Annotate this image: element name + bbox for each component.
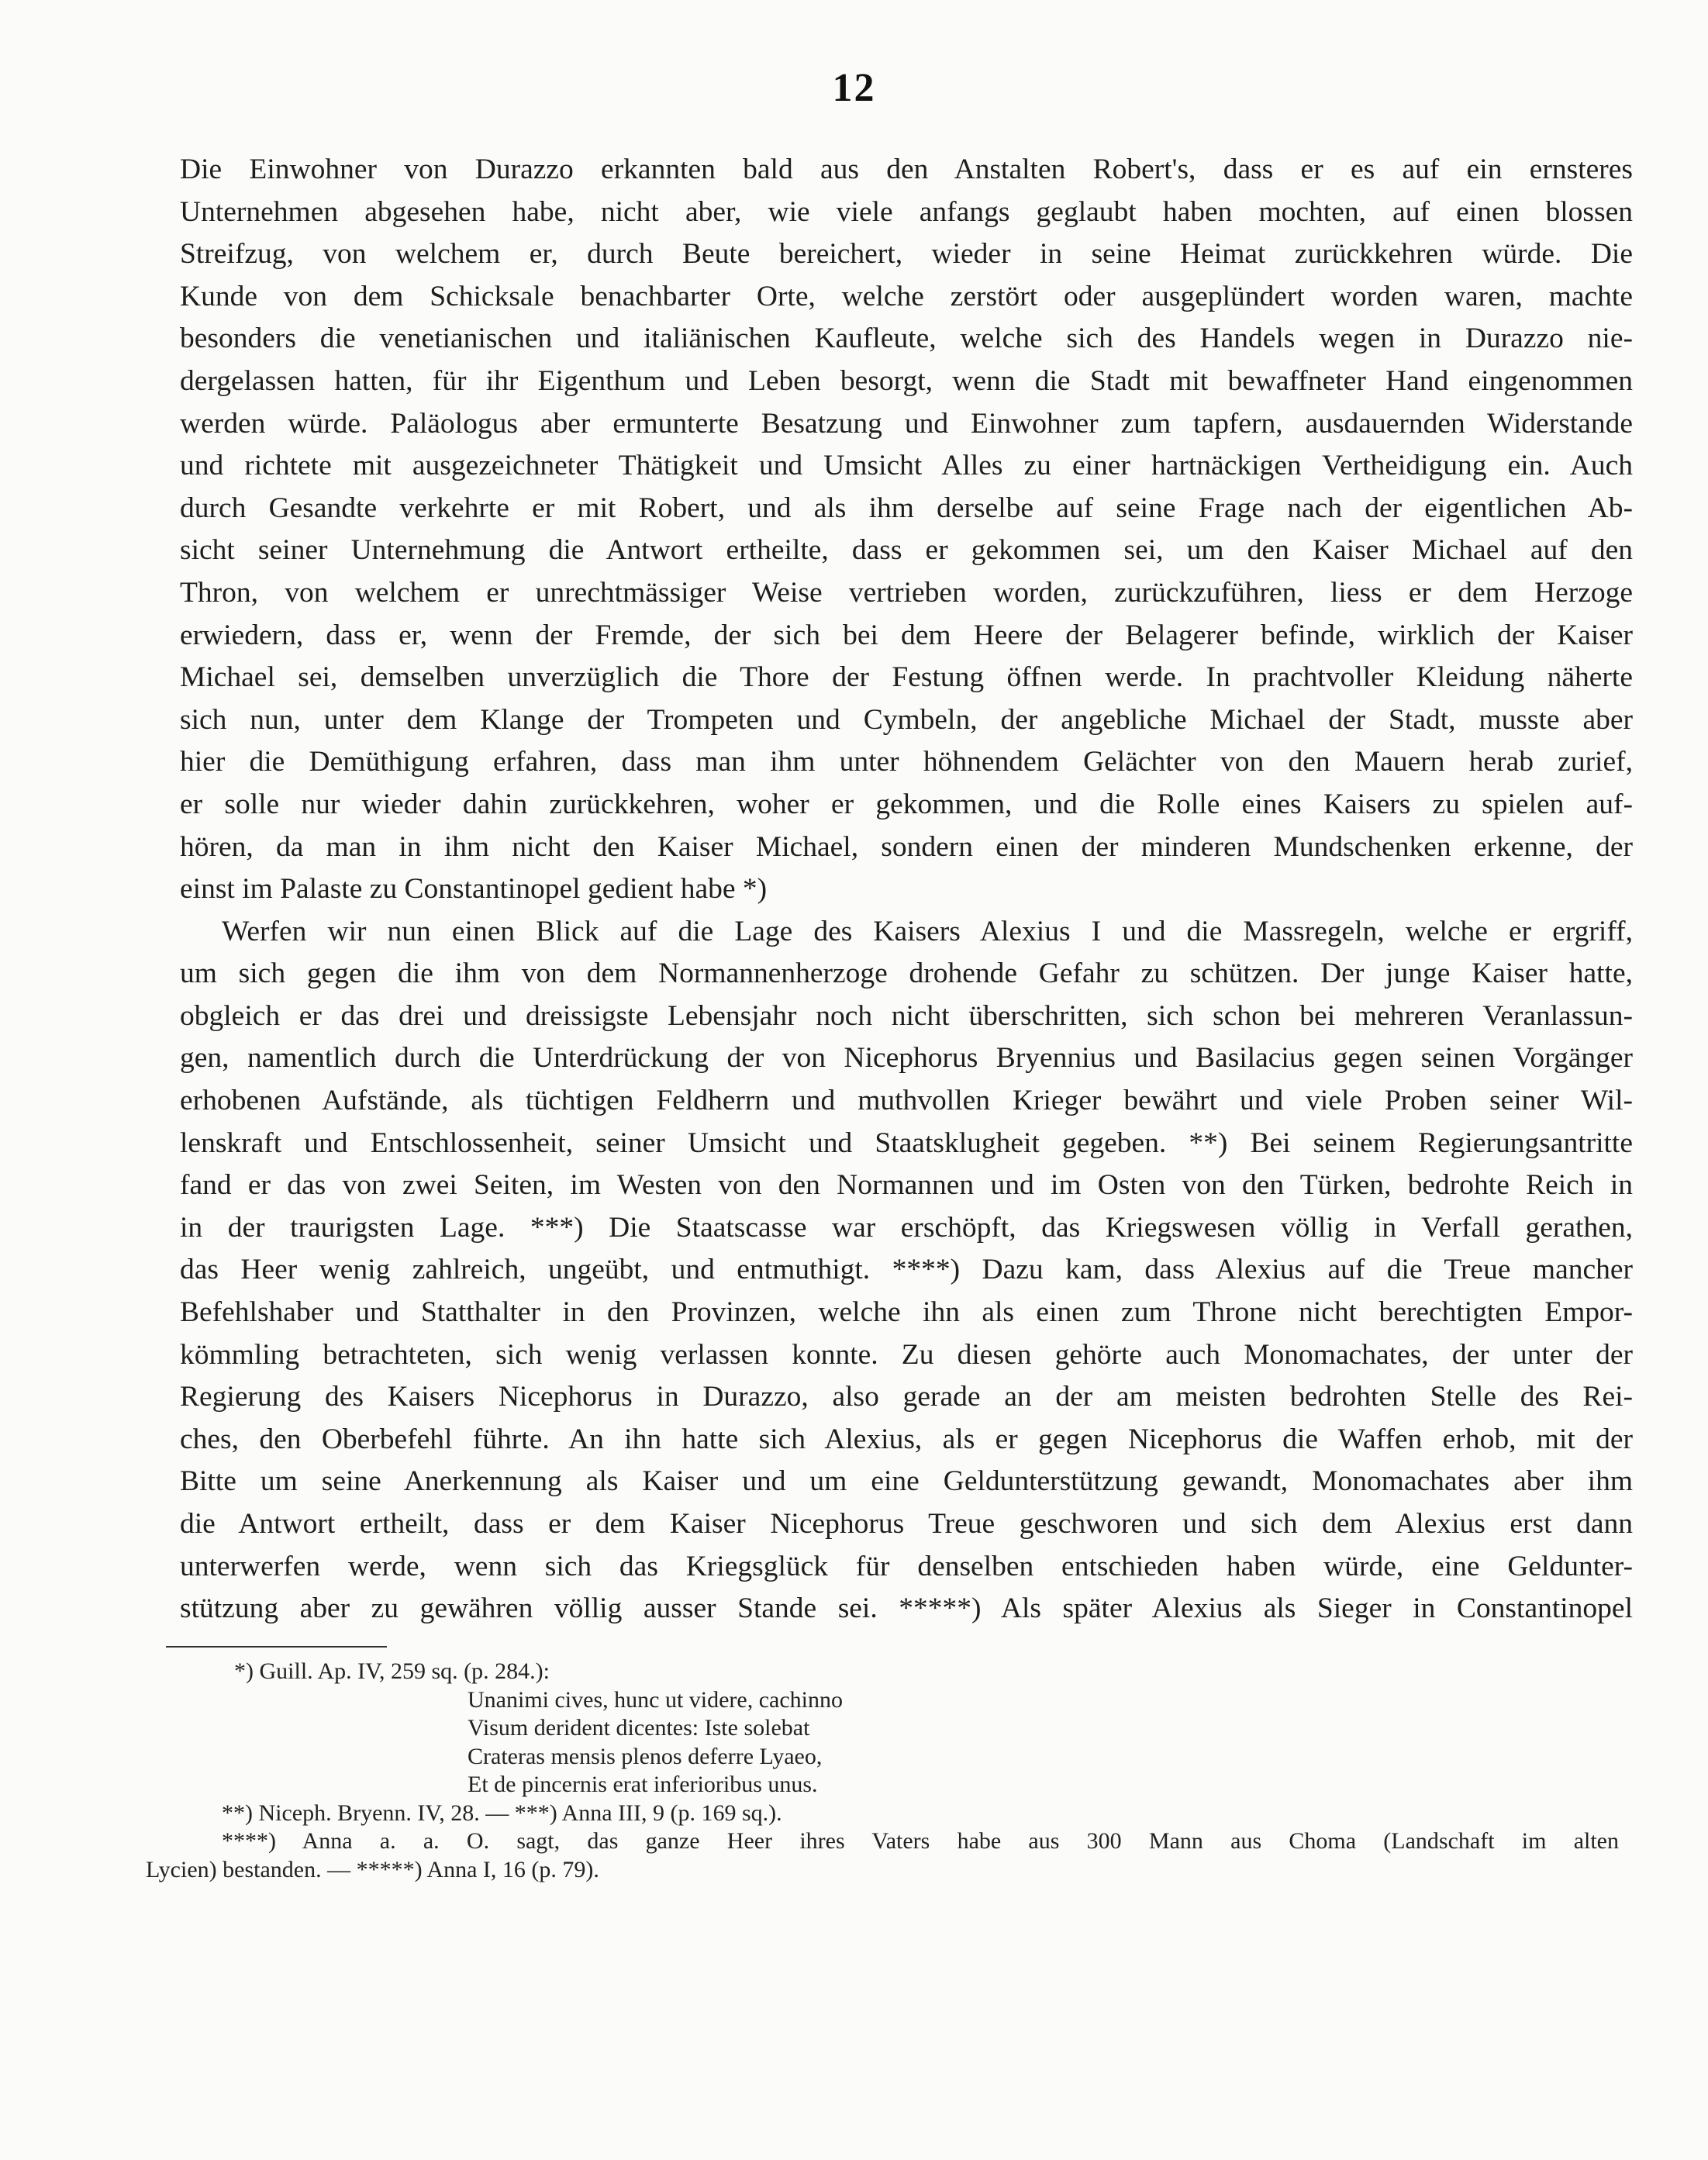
text-line: Befehlshaber und Statthalter in den Provinzen, welche ihn als einen zum Throne nicht berechtigten Empor- <box>180 1296 1633 1329</box>
text-line: besonders die venetianischen und italiänischen Kaufleute, welche sich des Handels wegen in Durazzo nie- <box>180 323 1633 355</box>
text-line: in der traurigsten Lage. ***) Die Staatscasse war erschöpft, das Kriegswesen völlig in Verfall gerathen, <box>180 1211 1633 1244</box>
text-line: sich nun, unter dem Klange der Trompeten und Cymbeln, der angebliche Michael der Stadt, musste aber <box>180 703 1633 736</box>
text-line: lenskraft und Entschlossenheit, seiner Umsicht und Staatsklugheit gegeben. **) Bei seinem Regierungsantritte <box>180 1127 1633 1159</box>
main-text-block <box>180 149 1633 1630</box>
text-line: um sich gegen die ihm von dem Normannenherzoge drohende Gefahr zu schützen. Der junge Kaiser hatte, <box>180 958 1633 990</box>
text-line: unterwerfen werde, wenn sich das Kriegsglück für denselben entschieden haben würde, eine Geldunter- <box>180 1550 1633 1582</box>
text-line: Michael sei, demselben unverzüglich die Thore der Festung öffnen werde. In prachtvoller Kleidung näherte <box>180 661 1633 694</box>
footnote-line: *) Guill. Ap. IV, 259 sq. (p. 284.): <box>234 1658 550 1684</box>
footnote-verse-line: Visum derident dicentes: Iste solebat <box>468 1715 810 1741</box>
text-line: und richtete mit ausgezeichneter Thätigkeit und Umsicht Alles zu einer hartnäckigen Vertheidigung ein. Auch <box>180 450 1633 482</box>
footnote-verse-line: Et de pincernis erat inferioribus unus. <box>468 1772 818 1797</box>
footnote-line: Lycien) bestanden. — *****) Anna I, 16 (p. 79). <box>146 1856 599 1882</box>
text-line: hier die Demüthigung erfahren, dass man ihm unter höhnendem Gelächter von den Mauern herab zurief, <box>180 746 1633 778</box>
text-line: erwiedern, dass er, wenn der Fremde, der sich bei dem Heere der Belagerer befinde, wirklich der Kaiser <box>180 619 1633 651</box>
footnote-divider <box>166 1646 387 1648</box>
text-line: sicht seiner Unternehmung die Antwort ertheilte, dass er gekommen sei, um den Kaiser Michael auf den <box>180 534 1633 567</box>
text-line: ches, den Oberbefehl führte. An ihn hatte sich Alexius, als er gegen Nicephorus die Waffen erhob, mit der <box>180 1423 1633 1455</box>
text-line: erhobenen Aufstände, als tüchtigen Feldherrn und muthvollen Krieger bewährt und viele Proben seiner Wil- <box>180 1085 1633 1117</box>
text-line: er solle nur wieder dahin zurückkehren, woher er gekommen, und die Rolle eines Kaisers zu spielen auf- <box>180 788 1633 820</box>
page-number: 12 <box>832 66 876 110</box>
footnote-verse-line: Crateras mensis plenos deferre Lyaeo, <box>468 1743 823 1769</box>
text-line: kömmling betrachteten, sich wenig verlassen konnte. Zu diesen gehörte auch Monomachates, der unter der <box>180 1338 1633 1371</box>
text-line: fand er das von zwei Seiten, im Westen von den Normannen und im Osten von den Türken, bedrohte Reich in <box>180 1169 1633 1202</box>
text-line: obgleich er das drei und dreissigste Lebensjahr noch nicht überschritten, sich schon bei mehreren Veranlassun- <box>180 999 1633 1032</box>
text-line: Regierung des Kaisers Nicephorus in Durazzo, also gerade an der am meisten bedrohten Stelle des Rei- <box>180 1381 1633 1413</box>
text-line: die Antwort ertheilt, dass er dem Kaiser Nicephorus Treue geschworen und sich dem Alexius erst dann <box>180 1508 1633 1540</box>
footnote-verse-line: Unanimi cives, hunc ut videre, cachinno <box>468 1686 844 1713</box>
text-line: werden würde. Paläologus aber ermunterte Besatzung und Einwohner zum tapfern, ausdauernden Widerstande <box>180 407 1633 440</box>
text-line: stützung aber zu gewähren völlig ausser Stande sei. *****) Als später Alexius als Sieger in Constantinopel <box>180 1592 1633 1625</box>
footnote-line: **) Niceph. Bryenn. IV, 28. — ***) Anna III, 9 (p. 169 sq.). <box>222 1799 782 1826</box>
text-line: das Heer wenig zahlreich, ungeübt, und entmuthigt. ****) Dazu kam, dass Alexius auf die Treue mancher <box>180 1254 1633 1286</box>
text-line: Bitte um seine Anerkennung als Kaiser und um eine Geldunterstützung gewandt, Monomachates aber ihm <box>180 1465 1633 1498</box>
text-line: gen, namentlich durch die Unterdrückung der von Nicephorus Bryennius und Basilacius gegen seinen Vorgänger <box>180 1042 1633 1075</box>
text-line: Die Einwohner von Durazzo erkannten bald aus den Anstalten Robert's, dass er es auf ein ernsteres <box>180 154 1633 185</box>
text-line: einst im Palaste zu Constantinopel gedient habe *) <box>180 873 768 906</box>
text-line: durch Gesandte verkehrte er mit Robert, und als ihm derselbe auf seine Frage nach der eigentlichen Ab- <box>180 492 1633 524</box>
text-line: Streifzug, von welchem er, durch Beute bereichert, wieder in seine Heimat zurückkehren würde. Die <box>180 238 1633 271</box>
text-line: Thron, von welchem er unrechtmässiger Weise vertrieben worden, zurückzuführen, liess er dem Herzoge <box>180 576 1633 609</box>
footnotes-block <box>146 1658 1619 1884</box>
footnote-line: ****) Anna a. a. O. sagt, das ganze Heer ihres Vaters habe aus 300 Mann aus Choma (Landschaft im alten <box>222 1828 1619 1854</box>
text-line: Werfen wir nun einen Blick auf die Lage des Kaisers Alexius I und die Massregeln, welche er ergriff, <box>222 915 1633 947</box>
text-line: dergelassen hatten, für ihr Eigenthum und Leben besorgt, wenn die Stadt mit bewaffneter Hand eingenommen <box>180 364 1633 397</box>
text-line: Kunde von dem Schicksale benachbarter Orte, welche zerstört oder ausgeplündert worden waren, machte <box>180 280 1633 312</box>
text-line: Unternehmen abgesehen habe, nicht aber, wie viele anfangs geglaubt haben mochten, auf einen blossen <box>180 195 1633 228</box>
text-line: hören, da man in ihm nicht den Kaiser Michael, sondern einen der minderen Mundschenken erkenne, der <box>180 830 1633 863</box>
